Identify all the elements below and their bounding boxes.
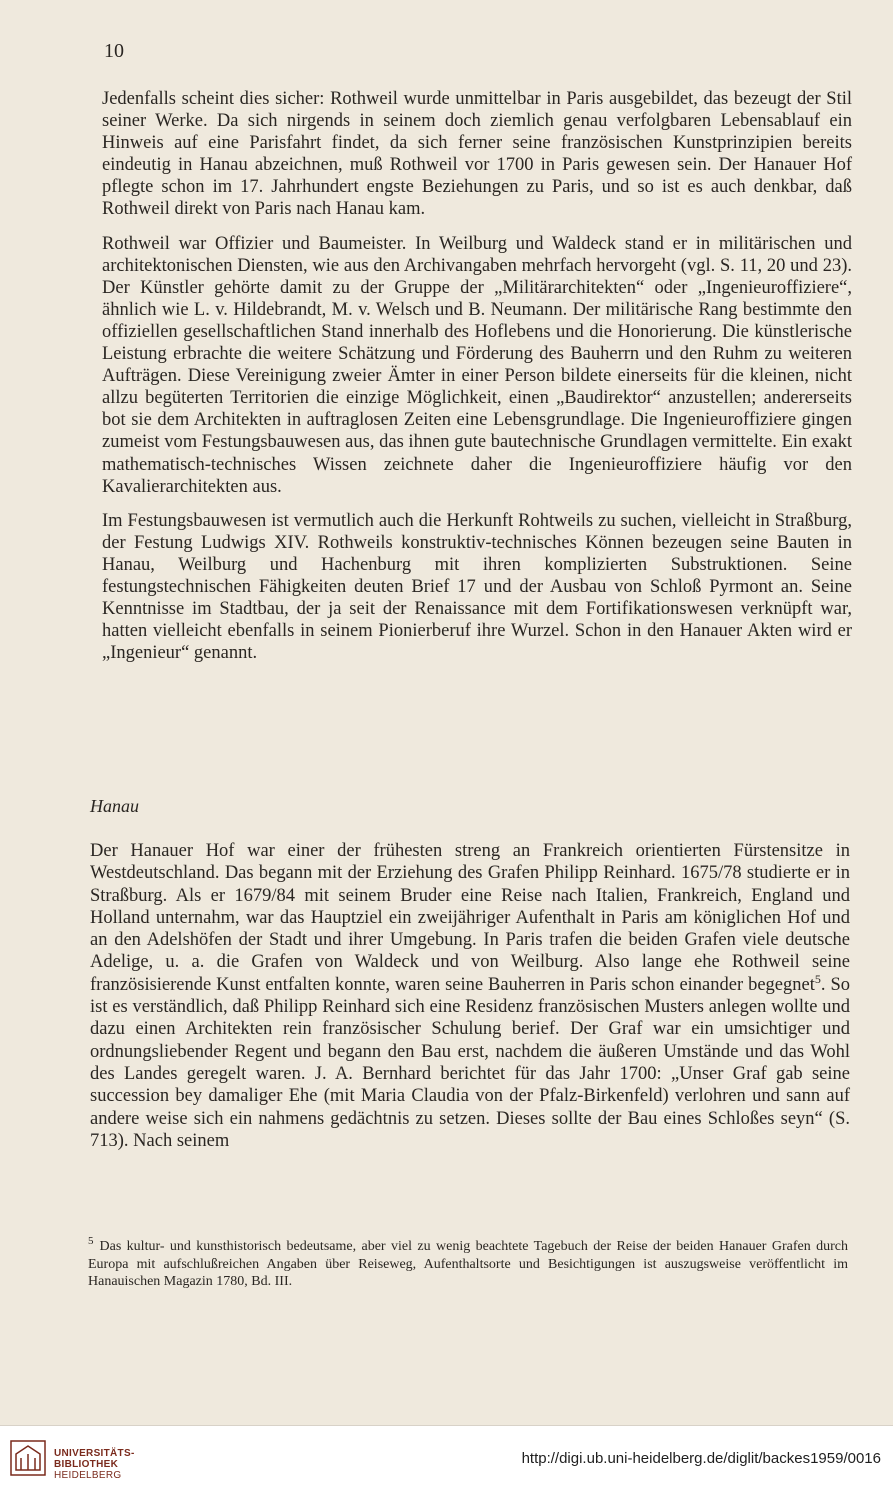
- footnote-reference: 5: [814, 971, 821, 986]
- page-number: 10: [104, 40, 124, 62]
- permalink-url[interactable]: http://digi.ub.uni-heidelberg.de/diglit/backes1959/0016: [521, 1450, 881, 1467]
- library-name-line-3: HEIDELBERG: [54, 1470, 122, 1481]
- body-text: [102, 88, 852, 664]
- section-heading: Hanau: [90, 796, 139, 816]
- section-text-part-2: . So ist es verständlich, daß Philipp Reinhard sich eine Residenz französischen Musters anlegen wollte und dazu einen Architekten rein französischer Schulung berief. Der Graf war ein umsichtiger und ordnungsliebender Regent und begann den Bau erst, nachdem die äußeren Umstände und das Wohl des Landes geregelt waren. J. A. Bernhard berichtet für das Jahr 1700: „Unser Graf gab seine succession bey damaliger Ehe (mit Maria Claudia von der Pfalz-Birkenfeld) verlohren und sann auf andere weise sich ein nahmens gedächtnis zu setzen. Dieses sollte der Bau eines Schloßes seyn“ (S. 713). Nach seinem: [90, 974, 850, 1151]
- paragraph-3: Im Festungsbauwesen ist vermutlich auch die Herkunft Rohtweils zu suchen, vielleicht in Straßburg, der Festung Ludwigs XIV. Rothweils konstruktiv-technisches Können bezeugen seine Bauten in Hanau, Weilburg und Hachenburg mit ihren komplizierten Substruktionen. Seine festungstechnischen Fähigkeiten deuten Brief 17 und der Ausbau von Schloß Pyrmont an. Seine Kenntnisse im Stadtbau, der ja seit der Renaissance mit dem Fortifikationswesen verknüpft war, hatten vielleicht ebenfalls in seinem Pionierberuf ihre Wurzel. Schon in den Hanauer Akten wird er „Ingenieur“ genannt.: [102, 510, 852, 664]
- library-name-line-2: BIBLIOTHEK: [54, 1459, 119, 1470]
- footnote: [88, 1235, 848, 1291]
- section-text-part-1: Der Hanauer Hof war einer der frühesten streng an Frankreich orientierten Fürstensitze in Westdeutschland. Das begann mit der Erziehung des Grafen Philipp Reinhard. 1675/78 studierte er in Straßburg. Als er 1679/84 mit seinem Bruder eine Reise nach Italien, Frankreich, England und Holland unternahm, war das Hauptziel ein zweijähriger Aufenthalt in Paris am königlichen Hof und an den Adelshöfen der Stadt und ihrer Umgebung. In Paris trafen die beiden Grafen viele deutsche Adelige, u. a. die Grafen von Waldeck und von Weilburg. Also lange ehe Rothweil seine französisierende Kunst entfalten konnte, waren seine Bauherren in Paris schon einander begegnet: [90, 841, 850, 995]
- paragraph-2: Rothweil war Offizier und Baumeister. In Weilburg und Waldeck stand er in militärischen und architektonischen Diensten, wie aus den Archivangaben mehrfach hervorgeht (vgl. S. 11, 20 und 23). Der Künstler gehörte damit zu der Gruppe der „Militärarchitekten“ oder „Ingenieuroffiziere“, ähnlich wie L. v. Hildebrandt, M. v. Welsch und B. Neumann. Der militärische Rang bestimmte den offiziellen gesellschaftlichen Stand innerhalb des Hoflebens und die Honorierung. Die künstlerische Leistung erbrachte die weitere Schätzung und Förderung des Bauherrn und den Ruhm zu weiteren Aufträgen. Diese Vereinigung zweier Ämter in einer Person bildete einerseits für die kleinen, nicht allzu begüterten Territorien die einzige Möglichkeit, einen „Baudirektor“ anzustellen; andererseits bot sie dem Architekten in auftraglosen Zeiten eine Lebensgrundlage. Die Ingenieuroffiziere gingen zumeist vom Festungsbauwesen aus, das ihnen gute bautechnische Grundlagen vermittelte. Ein exakt mathematisch-technisches Wissen zeichnete daher die Ingenieuroffiziere häufig vor den Kavalierarchitekten aus.: [102, 233, 852, 497]
- footnote-mark: 5: [88, 1235, 94, 1248]
- library-logo-icon[interactable]: [10, 1440, 46, 1476]
- section-text: [90, 840, 850, 1152]
- paragraph-1: Jedenfalls scheint dies sicher: Rothweil wurde unmittelbar in Paris ausgebildet, das bezeugt der Stil seiner Werke. Da sich nirgends in seinem doch ziemlich genau verfolgbaren Lebensablauf ein Hinweis auf eine Parisfahrt findet, da sich ferner seine französischen Kunstprinzipien bereits eindeutig in Hanau abzeichnen, muß Rothweil vor 1700 in Paris gewesen sein. Der Hanauer Hof pflegte schon im 17. Jahrhundert engste Beziehungen zu Paris, und so ist es auch denkbar, daß Rothweil direkt von Paris nach Hanau kam.: [102, 89, 852, 220]
- footer-bar: [0, 1425, 893, 1503]
- library-name-line-1: UNIVERSITÄTS-: [54, 1448, 135, 1459]
- footnote-text: Das kultur- und kunsthistorisch bedeutsame, aber viel zu wenig beachtete Tagebuch der Reise der beiden Hanauer Grafen durch Europa mit aufschlußreichen Angaben über Reiseweg, Aufenthaltsorte und Besichtigungen ist auszugsweise veröffentlicht im Hanauischen Magazin 1780, Bd. III.: [88, 1239, 848, 1289]
- library-name[interactable]: [54, 1448, 135, 1481]
- section-paragraph: [90, 840, 850, 1152]
